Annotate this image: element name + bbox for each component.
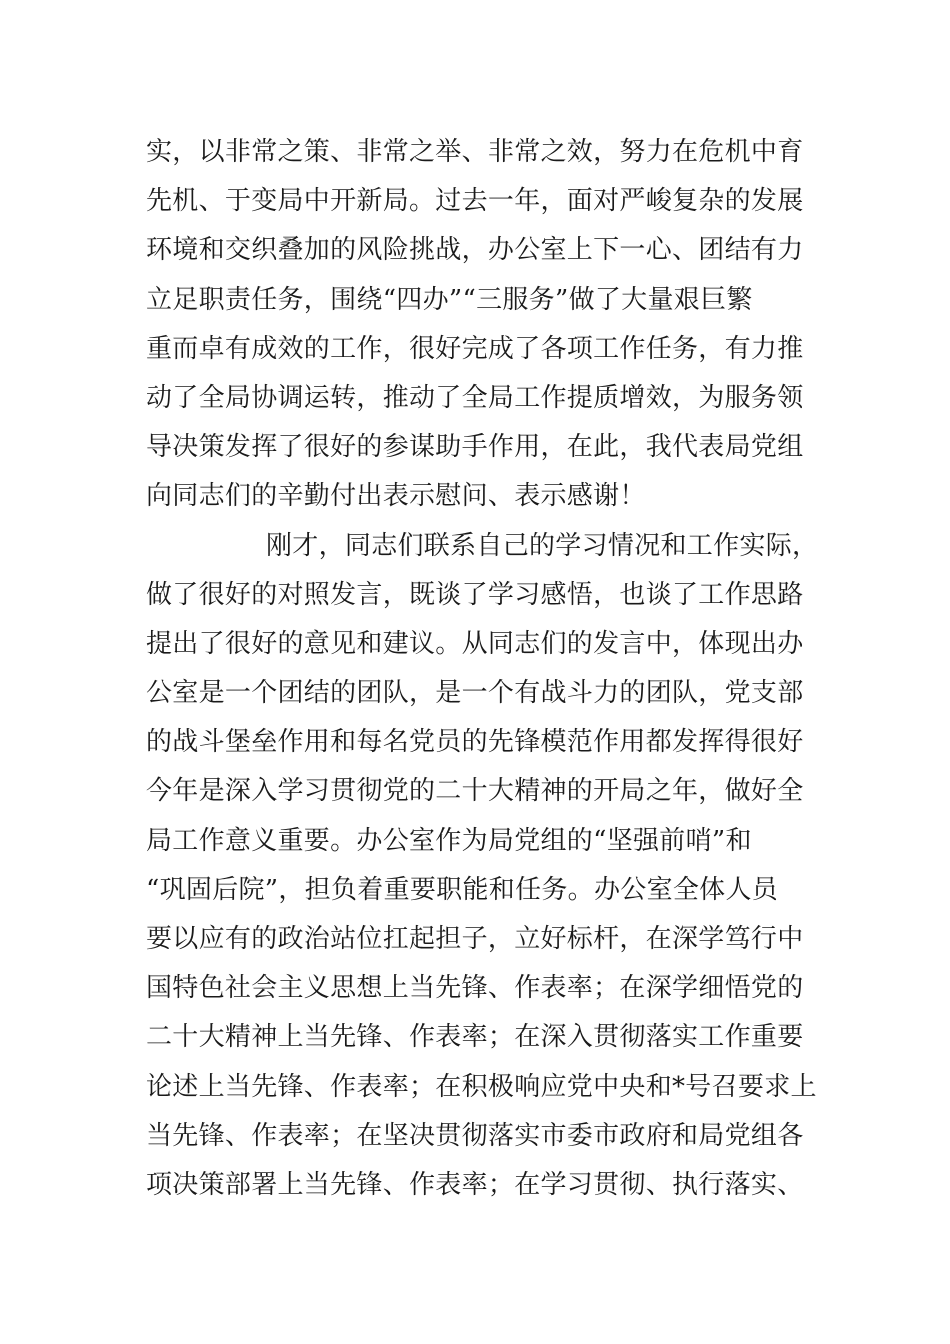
text-line: 当先锋、作表率；在坚决贯彻落实市委市政府和局党组各 <box>146 1120 804 1151</box>
text-line: 项决策部署上当先锋、作表率；在学习贯彻、执行落实、 <box>146 1169 804 1200</box>
body-text <box>146 128 826 1210</box>
text-line: 环境和交织叠加的风险挑战，办公室上下一心、团结有力 <box>146 235 804 266</box>
text-line: 立足职责任务，围绕“四办”“三服务”做了大量艰巨繁 <box>146 284 753 315</box>
text-line: 先机、于变局中开新局。过去一年，面对严峻复杂的发展 <box>146 186 804 217</box>
text-line: 导决策发挥了很好的参谋助手作用，在此，我代表局党组 <box>146 432 804 463</box>
text-line: 今年是深入学习贯彻党的二十大精神的开局之年，做好全 <box>146 776 804 807</box>
text-line: 动了全局协调运转，推动了全局工作提质增效，为服务领 <box>146 382 804 413</box>
text-line: “巩固后院”，担负着重要职能和任务。办公室全体人员 <box>146 874 779 905</box>
paragraph-start-line: 刚才，同志们联系自己的学习情况和工作实际， <box>266 530 819 561</box>
text-line: 做了很好的对照发言，既谈了学习感悟，也谈了工作思路 <box>146 579 804 610</box>
text-line: 二十大精神上当先锋、作表率；在深入贯彻落实工作重要 <box>146 1022 804 1053</box>
text-line: 国特色社会主义思想上当先锋、作表率；在深学细悟党的 <box>146 973 804 1004</box>
text-line: 向同志们的辛勤付出表示慰问、表示感谢！ <box>146 481 646 512</box>
text-line: 重而卓有成效的工作，很好完成了各项工作任务，有力推 <box>146 333 804 364</box>
text-line: 的战斗堡垒作用和每名党员的先锋模范作用都发挥得很好 <box>146 727 804 758</box>
text-line: 提出了很好的意见和建议。从同志们的发言中，体现出办 <box>146 628 804 659</box>
text-line: 实，以非常之策、非常之举、非常之效，努力在危机中育 <box>146 137 804 167</box>
text-line: 论述上当先锋、作表率；在积极响应党中央和*号召要求上 <box>146 1071 817 1102</box>
text-line: 局工作意义重要。办公室作为局党组的“坚强前哨”和 <box>146 825 752 856</box>
text-line: 公室是一个团结的团队，是一个有战斗力的团队，党支部 <box>146 678 804 709</box>
text-line: 要以应有的政治站位扛起担子，立好标杆，在深学笃行中 <box>146 924 804 954</box>
